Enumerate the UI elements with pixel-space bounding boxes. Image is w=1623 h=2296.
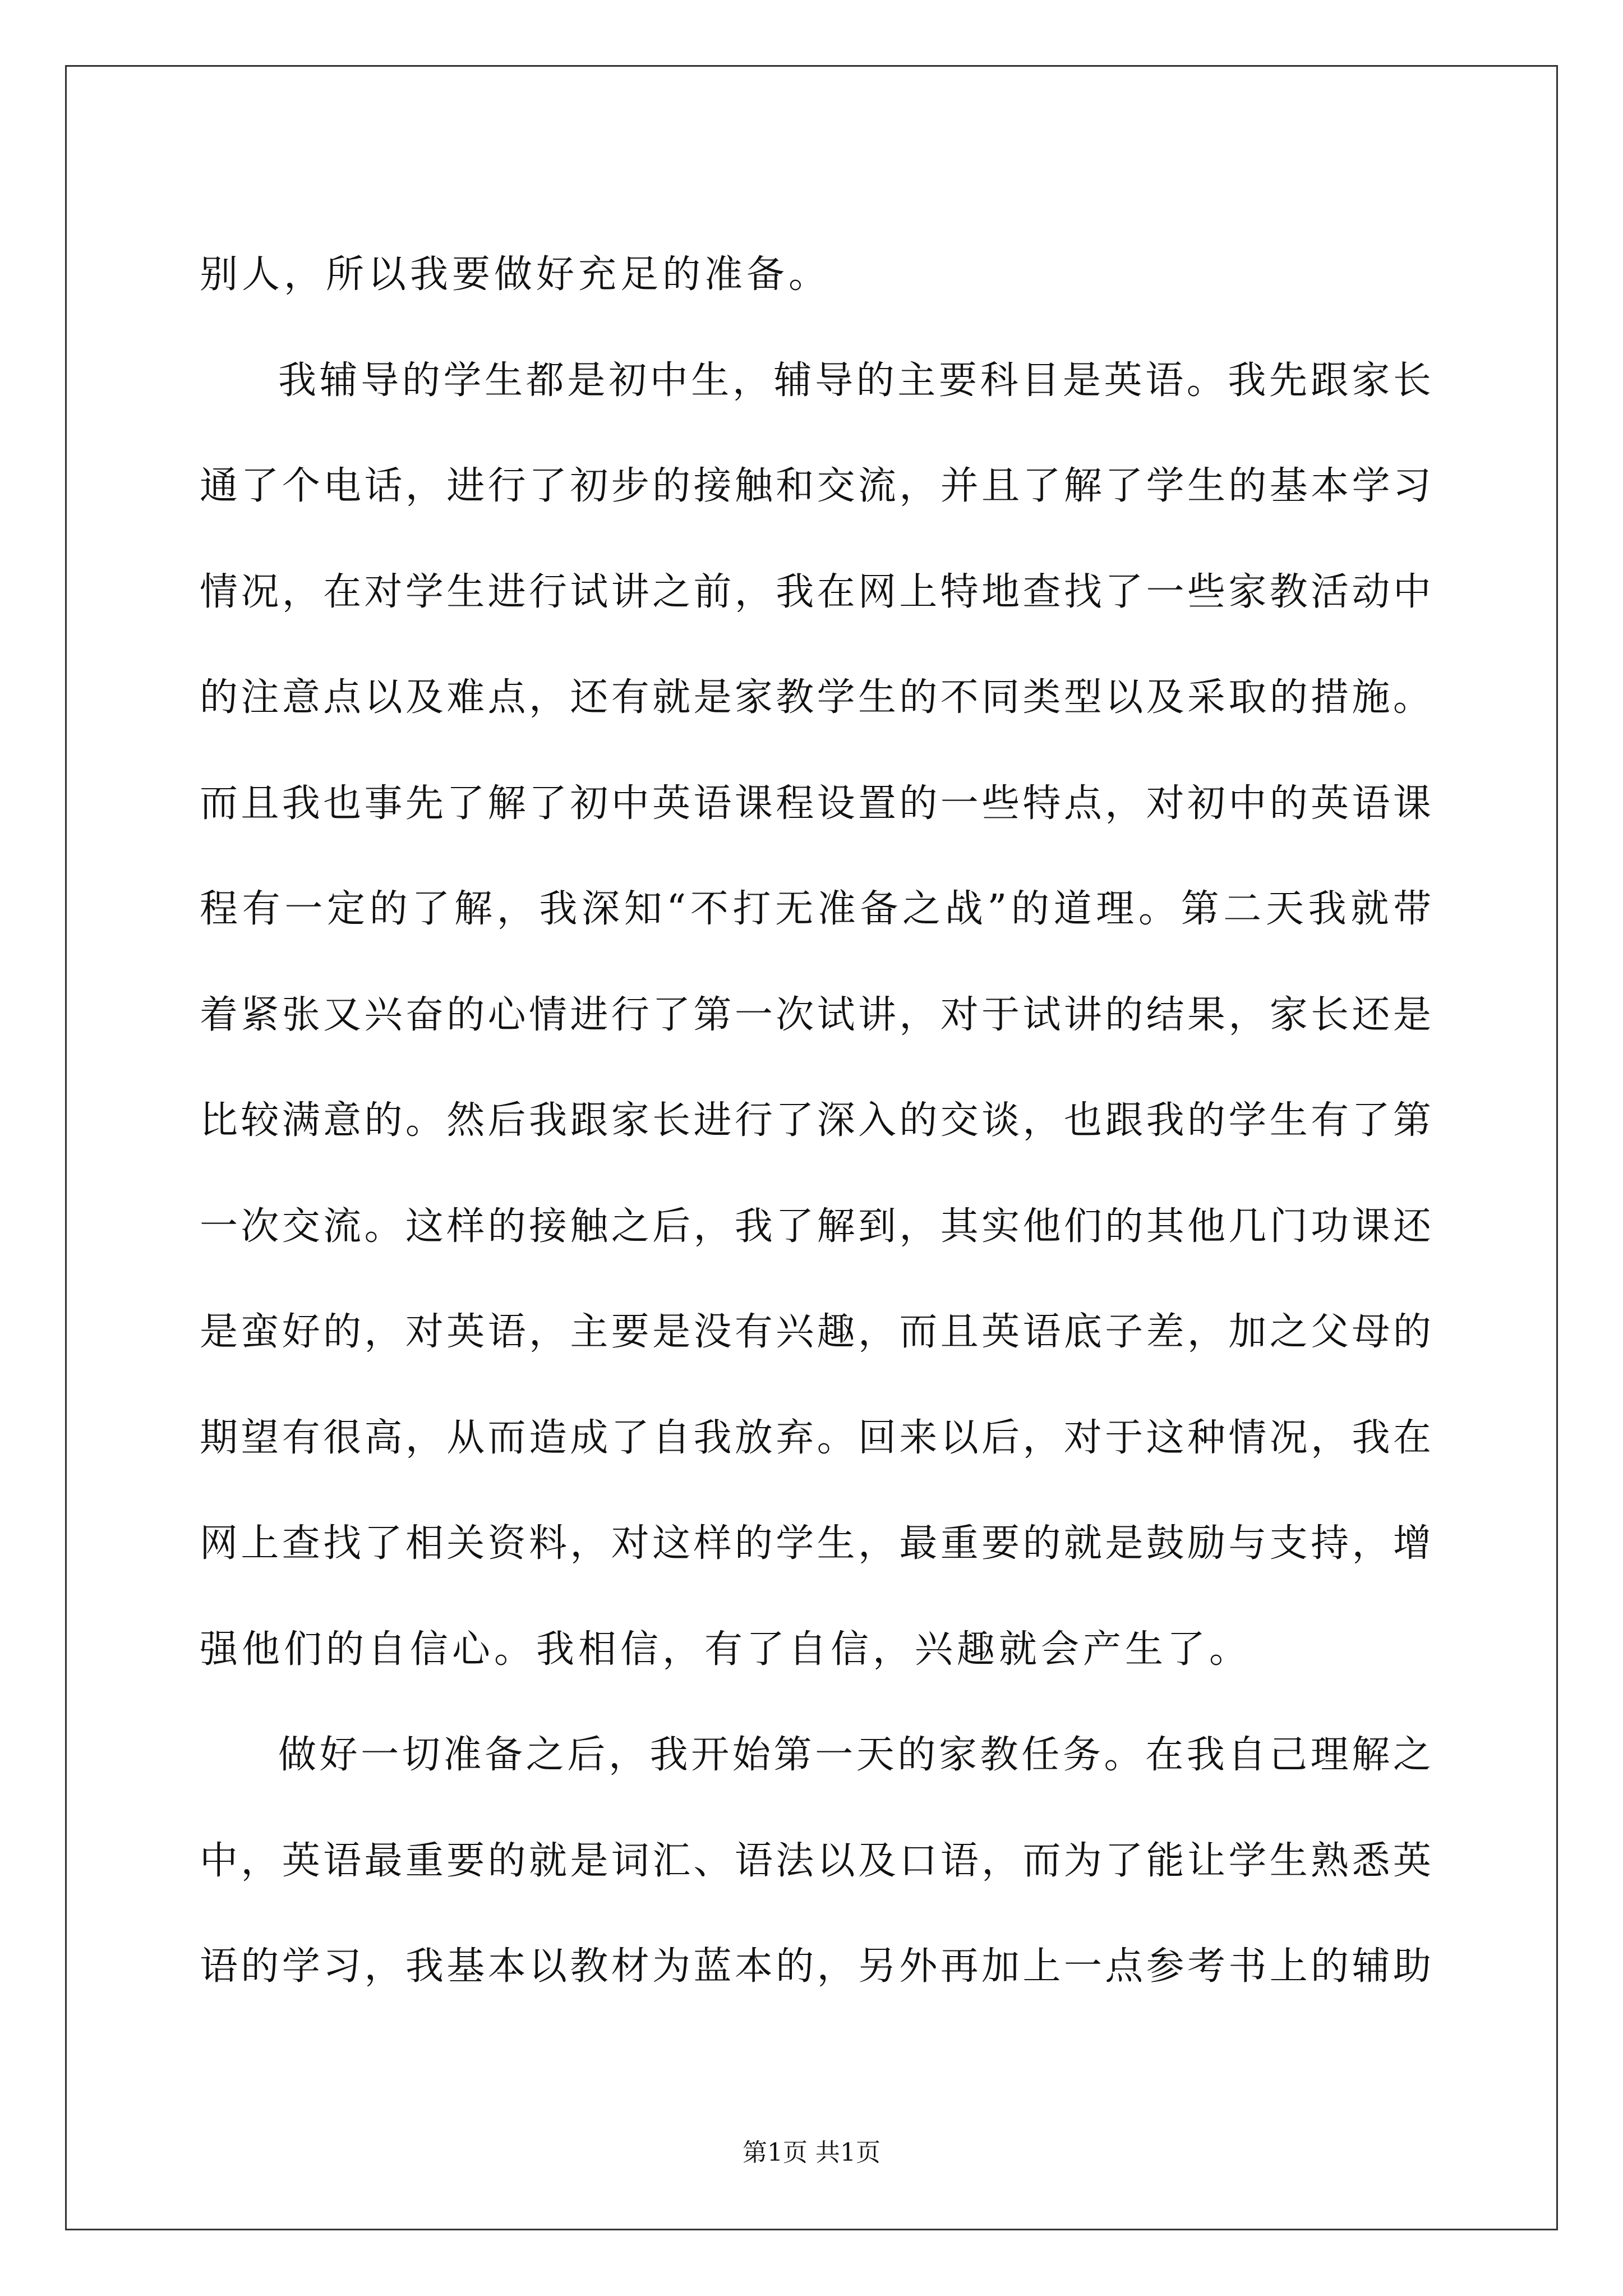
- text-line: 做 好 一 切 准 备 之 后 ， 我 开 始 第 一 天 的 家 教 任 务 。 在 我 自 己 理 解 之: [278, 1733, 1431, 1777]
- text-line: 比 较 满 意 的 。 然 后 我 跟 家 长 进 行 了 深 入 的 交 谈 ， 也 跟 我 的 学 生 有 了 第: [200, 1098, 1431, 1143]
- text-line: 着 紧 张 又 兴 奋 的 心 情 进 行 了 第 一 次 试 讲 ， 对 于 试 讲 的 结 果 ， 家 长 还 是: [200, 992, 1431, 1037]
- text-line: 通 了 个 电 话 ， 进 行 了 初 步 的 接 触 和 交 流 ， 并 且 了 解 了 学 生 的 基 本 学 习: [200, 464, 1431, 508]
- text-line: 期 望 有 很 高 ， 从 而 造 成 了 自 我 放 弃 。 回 来 以 后 ， 对 于 这 种 情 况 ， 我 在: [200, 1415, 1431, 1460]
- text-line: 而 且 我 也 事 先 了 解 了 初 中 英 语 课 程 设 置 的 一 些 特 点 ， 对 初 中 的 英 语 课: [200, 781, 1431, 826]
- text-line: 一 次 交 流 。 这 样 的 接 触 之 后 ， 我 了 解 到 ， 其 实 他 们 的 其 他 几 门 功 课 还: [200, 1204, 1431, 1249]
- text-line: 情 况 ， 在 对 学 生 进 行 试 讲 之 前 ， 我 在 网 上 特 地 查 找 了 一 些 家 教 活 动 中: [200, 569, 1431, 614]
- text-line: 别人，所以我要做好充足的准备。: [200, 252, 831, 297]
- text-line: 我 辅 导 的 学 生 都 是 初 中 生 ， 辅 导 的 主 要 科 目 是 英 语 。 我 先 跟 家 长: [278, 358, 1431, 403]
- text-line: 程 有 一 定 的 了 解 ， 我 深 知 “ 不 打 无 准 备 之 战 ” 的 道 理 。 第 二 天 我 就 带: [200, 887, 1431, 931]
- text-line: 语 的 学 习 ， 我 基 本 以 教 材 为 蓝 本 的 ， 另 外 再 加 上 一 点 参 考 书 上 的 辅 助: [200, 1944, 1431, 1989]
- text-line: 中 ， 英 语 最 重 要 的 就 是 词 汇 、 语 法 以 及 口 语 ， 而 为 了 能 让 学 生 熟 悉 英: [200, 1838, 1431, 1883]
- text-line: 是 蛮 好 的 ， 对 英 语 ， 主 要 是 没 有 兴 趣 ， 而 且 英 语 底 子 差 ， 加 之 父 母 的: [200, 1310, 1431, 1354]
- text-line: 网 上 查 找 了 相 关 资 料 ， 对 这 样 的 学 生 ， 最 重 要 的 就 是 鼓 励 与 支 持 ， 增: [200, 1521, 1431, 1566]
- document-body: [200, 222, 1431, 2020]
- text-line: 的 注 意 点 以 及 难 点 ， 还 有 就 是 家 教 学 生 的 不 同 类 型 以 及 采 取 的 措 施 。: [200, 675, 1431, 720]
- page-footer: 第1页 共1页: [743, 2138, 880, 2167]
- text-line: 强他们的自信心。我相信，有了自信，兴趣就会产生了。: [200, 1627, 1252, 1672]
